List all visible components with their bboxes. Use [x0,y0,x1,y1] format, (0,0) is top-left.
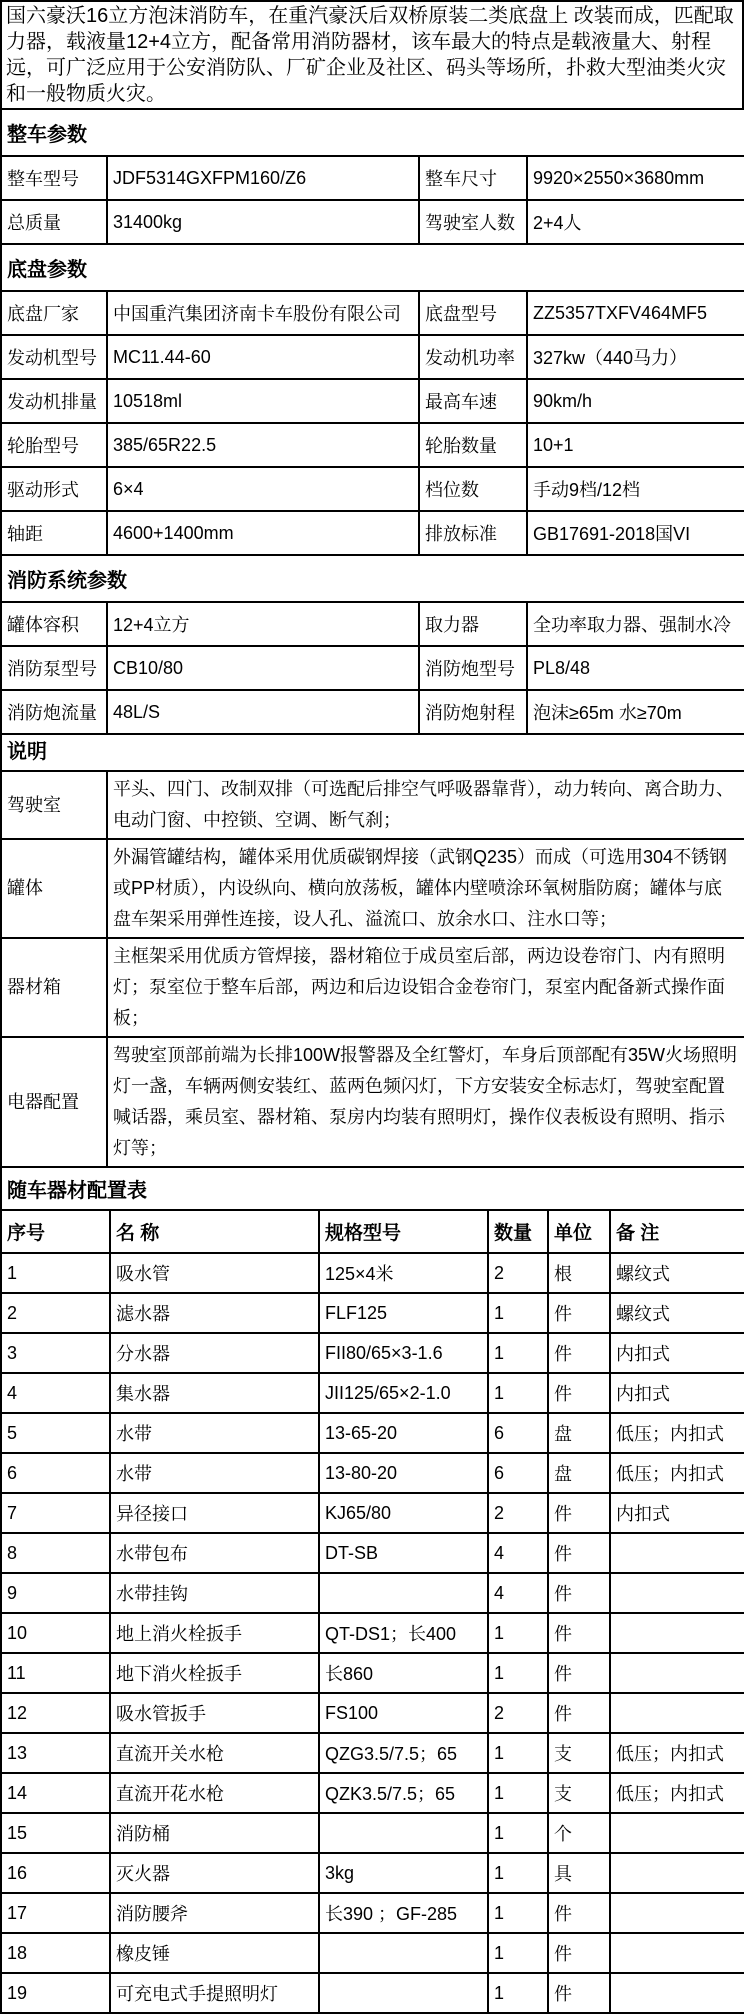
cell-unit: 支 [548,1733,610,1773]
cell-qty: 1 [488,1773,548,1813]
table-row [1,1653,744,1693]
table-row [1,1253,744,1293]
cell-unit: 件 [548,1573,610,1613]
cell-spec: QZK3.5/7.5；65 [319,1773,488,1813]
param-value: JDF5314GXFPM160/Z6 [107,156,419,200]
param-value: 48L/S [107,690,419,734]
cell-spec: FII80/65×3-1.6 [319,1333,488,1373]
cell-remark: 螺纹式 [610,1253,744,1293]
cell-unit: 件 [548,1493,610,1533]
table-row [1,1413,744,1453]
param-label: 发动机型号 [1,335,107,379]
param-label: 消防炮射程 [419,690,527,734]
cell-qty: 2 [488,1493,548,1533]
param-value: GB17691-2018国VI [527,511,744,555]
cell-remark [610,1893,744,1933]
cell-spec: QT-DS1；长400 [319,1613,488,1653]
param-value: 10518ml [107,379,419,423]
table-row [1,1973,744,2013]
param-value: PL8/48 [527,646,744,690]
table-row [1,1293,744,1333]
cell-remark: 螺纹式 [610,1293,744,1333]
cell-remark: 低压；内扣式 [610,1453,744,1493]
param-label: 底盘型号 [419,291,527,335]
column-header-index: 序号 [1,1210,110,1253]
cell-unit: 件 [548,1893,610,1933]
table-row [1,1373,744,1413]
cell-index: 5 [1,1413,110,1453]
cell-name: 水带 [110,1413,319,1453]
cell-spec: JII125/65×2-1.0 [319,1373,488,1413]
param-value: 385/65R22.5 [107,423,419,467]
cell-index: 1 [1,1253,110,1293]
cell-unit: 盘 [548,1453,610,1493]
cell-unit: 件 [548,1973,610,2013]
param-label: 取力器 [419,602,527,646]
table-row [1,291,744,335]
table-row [1,1893,744,1933]
cell-unit: 件 [548,1613,610,1653]
table-row [1,1613,744,1653]
table-row [1,690,744,734]
param-value: 327kw（440马力） [527,335,744,379]
param-label: 发动机排量 [1,379,107,423]
param-value: MC11.44-60 [107,335,419,379]
cell-index: 12 [1,1693,110,1733]
cell-spec: 长860 [319,1653,488,1693]
note-text: 驾驶室顶部前端为长排100W报警器及全红警灯，车身后顶部配有35W火场照明灯一盏，车辆两侧安装红、蓝两色频闪灯，下方安装安全标志灯，驾驶室配置喊话器，乘员室、器材箱、泵房内均装有照明灯，操作仪表板设有照明、指示灯等； [107,1037,744,1167]
cell-name: 异径接口 [110,1493,319,1533]
cell-spec: 13-65-20 [319,1413,488,1453]
cell-qty: 1 [488,1893,548,1933]
section-title-notes: 说明 [1,734,744,771]
cell-spec: 长390 ；GF-285 [319,1893,488,1933]
cell-index: 19 [1,1973,110,2013]
table-row [1,423,744,467]
table-row [1,156,744,200]
param-value: CB10/80 [107,646,419,690]
param-label: 排放标准 [419,511,527,555]
table-row [1,1853,744,1893]
param-label: 轮胎型号 [1,423,107,467]
section-title-equipment: 随车器材配置表 [1,1167,744,1210]
vehicle-params-section [1,109,744,244]
cell-remark: 内扣式 [610,1493,744,1533]
cell-spec: 13-80-20 [319,1453,488,1493]
cell-index: 16 [1,1853,110,1893]
cell-unit: 件 [548,1333,610,1373]
param-value: 全功率取力器、强制水冷 [527,602,744,646]
param-value: ZZ5357TXFV464MF5 [527,291,744,335]
cell-qty: 4 [488,1573,548,1613]
param-label: 轮胎数量 [419,423,527,467]
table-row [1,200,744,244]
cell-remark [610,1813,744,1853]
cell-index: 11 [1,1653,110,1693]
cell-name: 地上消火栓扳手 [110,1613,319,1653]
cell-spec [319,1573,488,1613]
param-label: 总质量 [1,200,107,244]
cell-unit: 件 [548,1933,610,1973]
param-label: 消防炮流量 [1,690,107,734]
spec-params-table [0,108,744,735]
cell-spec [319,1933,488,1973]
cell-index: 4 [1,1373,110,1413]
cell-index: 8 [1,1533,110,1573]
cell-qty: 2 [488,1253,548,1293]
param-value: 31400kg [107,200,419,244]
table-row [1,1933,744,1973]
cell-remark [610,1973,744,2013]
cell-index: 3 [1,1333,110,1373]
cell-index: 7 [1,1493,110,1533]
param-label: 罐体容积 [1,602,107,646]
column-header-remark: 备 注 [610,1210,744,1253]
section-header-row [1,109,744,156]
cell-unit: 具 [548,1853,610,1893]
column-header-qty: 数量 [488,1210,548,1253]
param-value: 12+4立方 [107,602,419,646]
cell-remark: 低压；内扣式 [610,1773,744,1813]
note-text: 平头、四门、改制双排（可选配后排空气呼吸器靠背），动力转向、离合助力、电动门窗、中控锁、空调、断气刹； [107,771,744,839]
cell-unit: 件 [548,1693,610,1733]
param-label: 整车型号 [1,156,107,200]
cell-qty: 1 [488,1653,548,1693]
cell-name: 直流开关水枪 [110,1733,319,1773]
cell-unit: 件 [548,1293,610,1333]
cell-qty: 6 [488,1413,548,1453]
table-row [1,1693,744,1733]
note-text: 主框架采用优质方管焊接，器材箱位于成员室后部，两边设卷帘门、内有照明灯；泵室位于整车后部，两边和后边设铝合金卷帘门，泵室内配备新式操作面板； [107,938,744,1037]
section-header-row [1,1167,744,1210]
note-text: 外漏管罐结构，罐体采用优质碳钢焊接（武钢Q235）而成（可选用304不锈钢或PP材质），内设纵向、横向放荡板，罐体内壁喷涂环氧树脂防腐；罐体与底盘车架采用弹性连接，设人孔、溢流口、放余水口、注水口等； [107,839,744,938]
cell-index: 14 [1,1773,110,1813]
cell-spec [319,1973,488,2013]
cell-index: 6 [1,1453,110,1493]
cell-remark [610,1853,744,1893]
cell-unit: 支 [548,1773,610,1813]
table-row [1,379,744,423]
note-label: 驾驶室 [1,771,107,839]
cell-remark: 低压；内扣式 [610,1413,744,1453]
table-row [1,335,744,379]
section-header-row [1,555,744,602]
cell-qty: 1 [488,1973,548,2013]
cell-unit: 个 [548,1813,610,1853]
cell-unit: 盘 [548,1413,610,1453]
column-header-spec: 规格型号 [319,1210,488,1253]
param-label: 底盘厂家 [1,291,107,335]
cell-remark [610,1933,744,1973]
cell-index: 17 [1,1893,110,1933]
table-row [1,602,744,646]
notes-table [0,733,744,1168]
column-header-name: 名 称 [110,1210,319,1253]
cell-qty: 1 [488,1933,548,1973]
cell-spec: DT-SB [319,1533,488,1573]
section-header-row [1,734,744,771]
cell-remark [610,1693,744,1733]
table-row [1,1733,744,1773]
note-label: 器材箱 [1,938,107,1037]
intro-paragraph: 国六豪沃16立方泡沫消防车，在重汽豪沃后双桥原装二类底盘上 改装而成，匹配取力器，载液量12+4立方，配备常用消防器材，该车最大的特点是载液量大、射程远，可广泛应用于公安消防队、厂矿企业及社区、码头等场所，扑救大型油类火灾和一般物质火灾。 [0,0,744,110]
param-label: 消防泵型号 [1,646,107,690]
cell-remark: 内扣式 [610,1373,744,1413]
table-row [1,467,744,511]
cell-name: 水带包布 [110,1533,319,1573]
param-label: 驱动形式 [1,467,107,511]
cell-qty: 1 [488,1853,548,1893]
param-value: 9920×2550×3680mm [527,156,744,200]
param-value: 2+4人 [527,200,744,244]
cell-spec [319,1813,488,1853]
param-value: 中国重汽集团济南卡车股份有限公司 [107,291,419,335]
param-value: 90km/h [527,379,744,423]
param-label: 驾驶室人数 [419,200,527,244]
cell-qty: 4 [488,1533,548,1573]
cell-name: 直流开花水枪 [110,1773,319,1813]
cell-index: 10 [1,1613,110,1653]
cell-name: 吸水管扳手 [110,1693,319,1733]
cell-remark [610,1613,744,1653]
cell-index: 9 [1,1573,110,1613]
param-value: 4600+1400mm [107,511,419,555]
cell-qty: 6 [488,1453,548,1493]
cell-qty: 1 [488,1293,548,1333]
equipment-table [0,1166,744,2014]
cell-qty: 1 [488,1333,548,1373]
table-row [1,1333,744,1373]
table-row [1,1813,744,1853]
cell-name: 可充电式手提照明灯 [110,1973,319,2013]
table-row [1,839,744,938]
cell-remark: 内扣式 [610,1333,744,1373]
section-title-fire-system: 消防系统参数 [1,555,744,602]
cell-name: 分水器 [110,1333,319,1373]
cell-qty: 1 [488,1733,548,1773]
cell-name: 橡皮锤 [110,1933,319,1973]
section-title-chassis: 底盘参数 [1,244,744,291]
column-header-unit: 单位 [548,1210,610,1253]
cell-qty: 1 [488,1373,548,1413]
note-label: 电器配置 [1,1037,107,1167]
param-label: 发动机功率 [419,335,527,379]
cell-spec: 3kg [319,1853,488,1893]
cell-name: 吸水管 [110,1253,319,1293]
table-row [1,1573,744,1613]
fire-system-params-section [1,555,744,734]
param-label: 轴距 [1,511,107,555]
table-row [1,938,744,1037]
cell-unit: 件 [548,1653,610,1693]
table-row [1,771,744,839]
table-row [1,1493,744,1533]
cell-spec: KJ65/80 [319,1493,488,1533]
cell-name: 地下消火栓扳手 [110,1653,319,1693]
table-row [1,646,744,690]
table-row [1,1533,744,1573]
equipment-header-row [1,1210,744,1253]
cell-remark [610,1533,744,1573]
cell-unit: 件 [548,1533,610,1573]
cell-name: 灭火器 [110,1853,319,1893]
cell-spec: FLF125 [319,1293,488,1333]
cell-index: 13 [1,1733,110,1773]
param-value: 10+1 [527,423,744,467]
section-title-vehicle: 整车参数 [1,109,744,156]
cell-remark [610,1573,744,1613]
cell-spec: FS100 [319,1693,488,1733]
table-row [1,1453,744,1493]
cell-qty: 1 [488,1613,548,1653]
param-value: 手动9档/12档 [527,467,744,511]
param-label: 档位数 [419,467,527,511]
cell-unit: 根 [548,1253,610,1293]
cell-name: 集水器 [110,1373,319,1413]
cell-qty: 1 [488,1813,548,1853]
cell-index: 2 [1,1293,110,1333]
table-row [1,1773,744,1813]
table-row [1,511,744,555]
table-row [1,1037,744,1167]
cell-name: 消防桶 [110,1813,319,1853]
param-label: 最高车速 [419,379,527,423]
cell-name: 水带 [110,1453,319,1493]
param-label: 整车尺寸 [419,156,527,200]
cell-qty: 2 [488,1693,548,1733]
note-label: 罐体 [1,839,107,938]
cell-unit: 件 [548,1373,610,1413]
cell-name: 水带挂钩 [110,1573,319,1613]
section-header-row [1,244,744,291]
cell-remark [610,1653,744,1693]
cell-name: 消防腰斧 [110,1893,319,1933]
param-value: 泡沫≥65m 水≥70m [527,690,744,734]
cell-index: 18 [1,1933,110,1973]
cell-remark: 低压；内扣式 [610,1733,744,1773]
cell-name: 滤水器 [110,1293,319,1333]
cell-spec: 125×4米 [319,1253,488,1293]
cell-spec: QZG3.5/7.5；65 [319,1733,488,1773]
cell-index: 15 [1,1813,110,1853]
chassis-params-section [1,244,744,555]
param-value: 6×4 [107,467,419,511]
param-label: 消防炮型号 [419,646,527,690]
